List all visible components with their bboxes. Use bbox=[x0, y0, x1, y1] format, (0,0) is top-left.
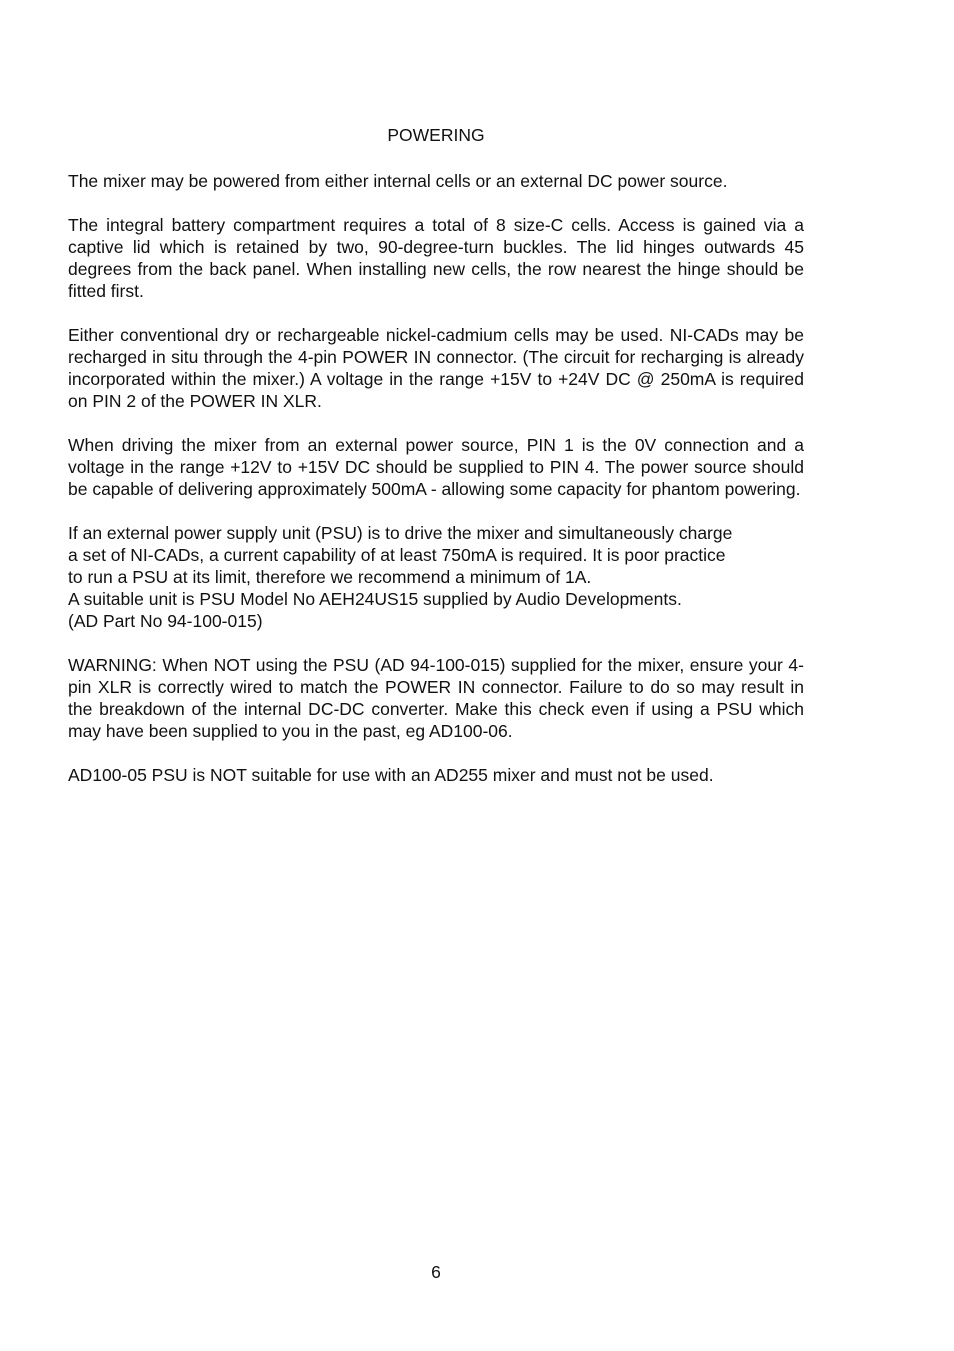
warning-paragraph: WARNING: When NOT using the PSU (AD 94-100-015) supplied for the mixer, ensure your 4-pin XLR is correctly wired to match the POWER IN connector. Failure to do so may result in the breakdown of the internal DC-DC converter. Make this check even if using a PSU which may have been supplied to you in the past, eg AD100-06. bbox=[68, 655, 804, 741]
document-page bbox=[68, 0, 804, 1351]
intro-paragraph: The mixer may be powered from either internal cells or an external DC power source. bbox=[68, 171, 728, 191]
page-number: 6 bbox=[431, 1262, 441, 1282]
nicad-charging-paragraph: Either conventional dry or rechargeable nickel-cadmium cells may be used. NI-CADs may be recharged in situ through the 4-pin POWER IN connector. (The circuit for recharging is already incorporated within the mixer.) A voltage in the range +15V to +24V DC @ 250mA is required on PIN 2 of the POWER IN XLR. bbox=[68, 325, 804, 411]
section-title: POWERING bbox=[387, 125, 485, 145]
psu-line: to run a PSU at its limit, therefore we recommend a minimum of 1A. bbox=[68, 567, 592, 587]
external-power-paragraph: When driving the mixer from an external power source, PIN 1 is the 0V connection and a voltage in the range +12V to +15V DC should be supplied to PIN 4. The power source should be capable of delivering approximately 500mA - allowing some capacity for phantom powering. bbox=[68, 435, 804, 499]
final-note-paragraph: AD100-05 PSU is NOT suitable for use with an AD255 mixer and must not be used. bbox=[68, 765, 714, 785]
psu-paragraph bbox=[68, 522, 804, 632]
psu-line: A suitable unit is PSU Model No AEH24US15 supplied by Audio Developments. bbox=[68, 589, 682, 609]
document-body bbox=[68, 170, 804, 808]
psu-line: If an external power supply unit (PSU) is to drive the mixer and simultaneously charge bbox=[68, 523, 733, 543]
battery-compartment-paragraph: The integral battery compartment requires a total of 8 size-C cells. Access is gained via a captive lid which is retained by two, 90-degree-turn buckles. The lid hinges outwards 45 degrees from the back panel. When installing new cells, the row nearest the hinge should be fitted first. bbox=[68, 215, 804, 301]
psu-line: (AD Part No 94-100-015) bbox=[68, 611, 263, 631]
psu-line: a set of NI-CADs, a current capability of at least 750mA is required. It is poor practice bbox=[68, 545, 726, 565]
